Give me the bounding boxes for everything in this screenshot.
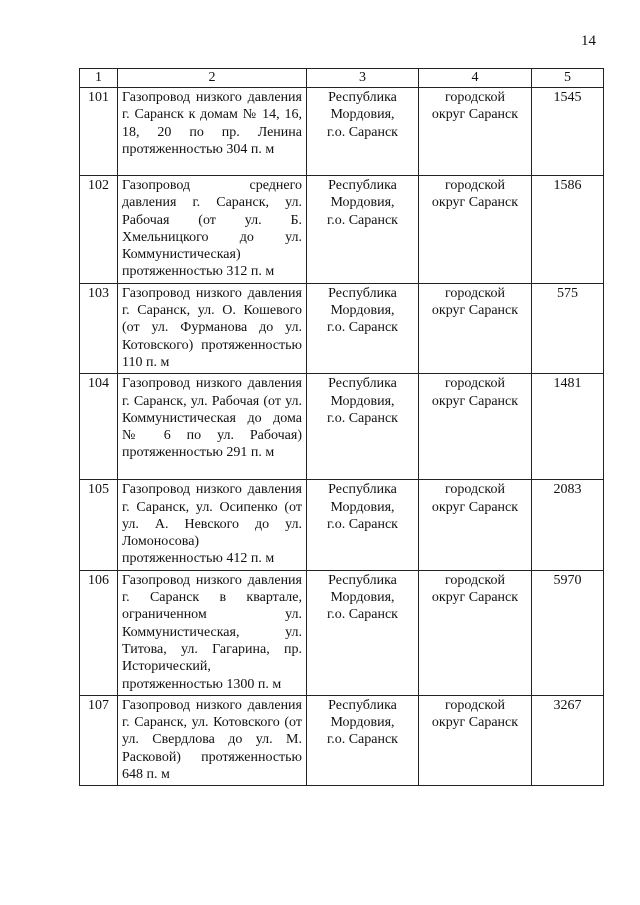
- location-cell: [307, 283, 419, 373]
- table-row: [80, 374, 604, 480]
- location-line: Республика: [328, 482, 397, 498]
- table-row: [80, 570, 604, 695]
- municipality-line: округ Саранск: [431, 715, 519, 731]
- municipality-line: округ Саранск: [431, 195, 519, 211]
- column-header-1: 1: [80, 69, 118, 88]
- object-name-cell: Газопровод низкого давления г. Саранск в квартале, ограниченном ул. Коммунистическая, ул. Титова, ул. Гагарина, пр. Исторический, протяженностью 1300 п. м: [118, 570, 307, 695]
- length-cell: 2083: [532, 480, 604, 570]
- object-name-cell: Газопровод низкого давления г. Саранск, ул. Рабочая (от ул. Коммунистическая до дома № 6 по ул. Рабочая) протяженностью 291 п. м: [118, 374, 307, 480]
- location-line: Мордовия,: [330, 303, 395, 319]
- location-line: Республика: [328, 376, 397, 392]
- table-row: [80, 695, 604, 785]
- municipality-line: городской: [445, 482, 505, 498]
- location-line: г.о. Саранск: [327, 607, 398, 623]
- length-cell: 1481: [532, 374, 604, 480]
- length-cell: 3267: [532, 695, 604, 785]
- municipality-line: городской: [445, 178, 505, 193]
- row-number-cell: 107: [80, 695, 118, 785]
- location-cell: [307, 374, 419, 480]
- page-number: 14: [581, 33, 596, 49]
- location-line: г.о. Саранск: [327, 212, 398, 228]
- location-cell: [307, 570, 419, 695]
- length-cell: 575: [532, 283, 604, 373]
- table-row: [80, 480, 604, 570]
- location-line: Мордовия,: [330, 715, 395, 731]
- municipality-line: округ Саранск: [431, 303, 519, 319]
- header-row: [80, 69, 604, 88]
- location-cell: [307, 176, 419, 284]
- location-line: Республика: [328, 178, 397, 193]
- table-row: [80, 176, 604, 284]
- object-name-cell: Газопровод низкого давления г. Саранск, ул. О. Кошевого (от ул. Фурманова до ул. Котовского) протяженностью 110 п. м: [118, 283, 307, 373]
- location-line: г.о. Саранск: [327, 732, 398, 748]
- object-name-cell: Газопровод низкого давления г. Саранск к домам № 14, 16, 18, 20 по пр. Ленина протяженностью 304 п. м: [118, 88, 307, 176]
- municipality-cell: [419, 570, 532, 695]
- location-line: г.о. Саранск: [327, 320, 398, 336]
- location-line: Республика: [328, 572, 397, 588]
- municipality-line: округ Саранск: [431, 107, 519, 123]
- location-line: г.о. Саранск: [327, 410, 398, 426]
- location-line: Мордовия,: [330, 590, 395, 606]
- municipality-cell: [419, 283, 532, 373]
- municipality-line: городской: [445, 572, 505, 588]
- municipality-cell: [419, 695, 532, 785]
- length-cell: 1586: [532, 176, 604, 284]
- location-line: Мордовия,: [330, 107, 395, 123]
- location-cell: [307, 480, 419, 570]
- object-name-cell: Газопровод среднего давления г. Саранск, ул. Рабочая (от ул. Б. Хмельницкого до ул. Коммунистическая) протяженностью 312 п. м: [118, 176, 307, 284]
- length-cell: 1545: [532, 88, 604, 176]
- location-line: г.о. Саранск: [327, 516, 398, 532]
- registry-table: [79, 68, 604, 786]
- row-number-cell: 101: [80, 88, 118, 176]
- municipality-cell: [419, 480, 532, 570]
- municipality-cell: [419, 88, 532, 176]
- municipality-line: округ Саранск: [431, 590, 519, 606]
- location-line: Республика: [328, 697, 397, 713]
- municipality-line: городской: [445, 90, 505, 105]
- municipality-line: городской: [445, 285, 505, 301]
- row-number-cell: 102: [80, 176, 118, 284]
- row-number-cell: 103: [80, 283, 118, 373]
- object-name-cell: Газопровод низкого давления г. Саранск, ул. Котовского (от ул. Свердлова до ул. М. Расковой) протяженностью 648 п. м: [118, 695, 307, 785]
- column-header-3: 3: [307, 69, 419, 88]
- table-row: [80, 88, 604, 176]
- object-name-cell: Газопровод низкого давления г. Саранск, ул. Осипенко (от ул. А. Невского до ул. Ломоносова) протяженностью 412 п. м: [118, 480, 307, 570]
- row-number-cell: 106: [80, 570, 118, 695]
- municipality-line: городской: [445, 376, 505, 392]
- length-cell: 5970: [532, 570, 604, 695]
- municipality-line: городской: [445, 697, 505, 713]
- column-header-4: 4: [419, 69, 532, 88]
- municipality-cell: [419, 374, 532, 480]
- location-cell: [307, 695, 419, 785]
- column-header-5: 5: [532, 69, 604, 88]
- column-header-2: 2: [118, 69, 307, 88]
- table-row: [80, 283, 604, 373]
- location-line: Мордовия,: [330, 195, 395, 211]
- location-line: Республика: [328, 90, 397, 105]
- municipality-line: округ Саранск: [431, 499, 519, 515]
- location-line: Мордовия,: [330, 393, 395, 409]
- location-line: Республика: [328, 285, 397, 301]
- municipality-cell: [419, 176, 532, 284]
- location-line: Мордовия,: [330, 499, 395, 515]
- municipality-line: округ Саранск: [431, 393, 519, 409]
- row-number-cell: 104: [80, 374, 118, 480]
- location-line: г.о. Саранск: [327, 124, 398, 140]
- row-number-cell: 105: [80, 480, 118, 570]
- location-cell: [307, 88, 419, 176]
